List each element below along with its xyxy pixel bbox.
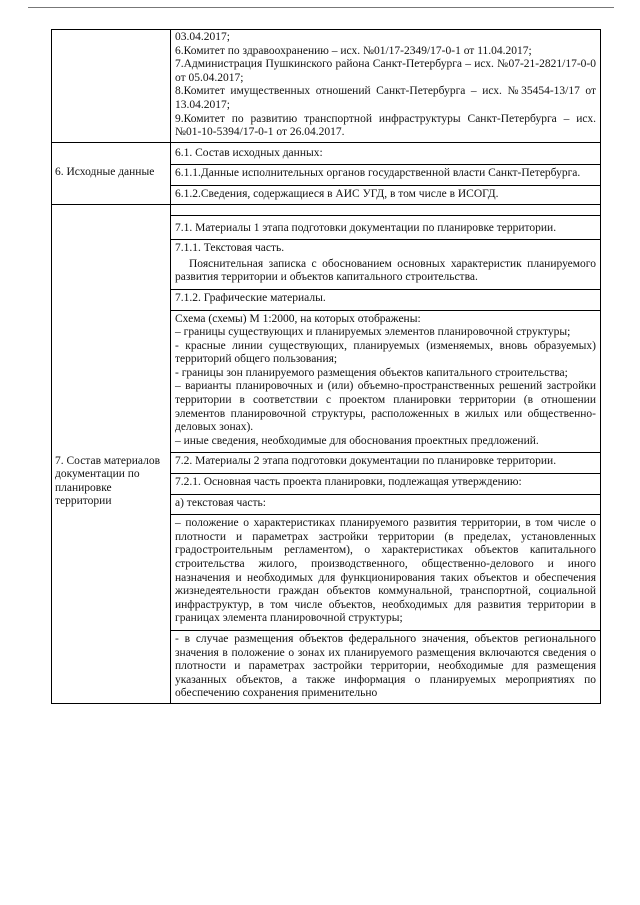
development-characteristics: – положение о характеристиках планируемого развития территории, в том числе о плотности и параметрах застройки территории (в пределах, установленных градостроительным регламентом), о характеристиках объектов капитального строительства жилого, производственного, общественно-делового и иного назначения и необходимых для функционирования таких объектов и обеспечения жизнедеятельности граждан объектов коммунальной, транспортной, социальной инфраструктур, в том числе объектов, необходимых для развития территории в границах элемента планировочной структуры; bbox=[175, 517, 596, 625]
row-label-empty bbox=[52, 30, 171, 143]
documentation-label: 7. Состав материалов документации по планировке территории bbox=[55, 454, 161, 508]
top-rule bbox=[28, 7, 614, 8]
stage1-heading: 7.1. Материалы 1 этапа подготовки документации по планировке территории. bbox=[175, 221, 557, 234]
source-data-item: 6.1.1.Данные исполнительных органов государственной власти Санкт-Петербурга. bbox=[175, 167, 581, 180]
approval-line: 6.Комитет по здравоохранению – исх. №01/17-2349/17-0-1 от 11.04.2017; bbox=[175, 44, 532, 57]
text-part-heading: 7.1.1. Текстовая часть. bbox=[175, 242, 285, 255]
approval-line: 7.Администрация Пушкинского района Санкт-Петербурга – исх. №07-21-2821/17-0-0 от 05.04.2017; bbox=[175, 58, 596, 84]
approval-line: 9.Комитет по развитию транспортной инфраструктуры Санкт-Петербурга – исх. №01-10-5394/17-0-1 от 26.04.2017. bbox=[175, 112, 596, 139]
row-content-source-data bbox=[171, 142, 601, 204]
text-part-label: а) текстовая часть: bbox=[175, 496, 266, 509]
row-content-documentation bbox=[171, 204, 601, 703]
stage2-heading: 7.2. Материалы 2 этапа подготовки документации по планировке территории. bbox=[175, 455, 557, 468]
table-row bbox=[52, 142, 601, 204]
approval-line: 03.04.2017; bbox=[175, 31, 230, 43]
row-label-documentation bbox=[52, 204, 171, 703]
table-row bbox=[52, 204, 601, 703]
federal-objects-clause: - в случае размещения объектов федерального значения, объектов регионального значения в положение о зонах их планируемого размещения включаются сведения о плотности и параметрах застройки территории, необходимые для размещения указанных объектов, а также информация о планируемых мероприятиях по обеспечению сохранения применительно bbox=[175, 632, 596, 700]
row-content-approvals bbox=[171, 30, 601, 143]
graphics-heading: 7.1.2. Графические материалы. bbox=[175, 291, 326, 304]
explanatory-note: Пояснительная записка с обоснованием основных характеристик планируемого развития территории и объектов капитального строительства. bbox=[175, 257, 596, 284]
source-data-item: 6.1.2.Сведения, содержащиеся в АИС УГД, в том числе в ИСОГД. bbox=[175, 187, 499, 200]
approval-line: 8.Комитет имущественных отношений Санкт-Петербурга – исх. №35454-13/17 от 13.04.2017; bbox=[175, 85, 596, 111]
source-data-label: 6. Исходные данные bbox=[55, 166, 155, 179]
table-row bbox=[52, 30, 601, 143]
row-label-source-data bbox=[52, 142, 171, 204]
main-part-heading: 7.2.1. Основная часть проекта планировки, подлежащая утверждению: bbox=[175, 476, 522, 489]
scheme-list: Схема (схемы) М 1:2000, на которых отображены: – границы существующих и планируемых элементов планировочной структуры; - красные линии существующих, планируемых (изменяемых, вновь образуемых) территорий общего пользования; - границы зон планируемого размещения объектов капитального строительства; – варианты планировочных и (или) объемно-пространственных решений застройки территории в соответствии с проектом планировки территории (в отношении элементов планировочной структуры, расположенных в жилых или общественно-деловых зонах). – иные сведения, необходимые для обоснования проектных предложений. bbox=[175, 312, 596, 447]
source-data-heading: 6.1. Состав исходных данных: bbox=[175, 146, 323, 159]
requirements-table bbox=[51, 29, 601, 704]
